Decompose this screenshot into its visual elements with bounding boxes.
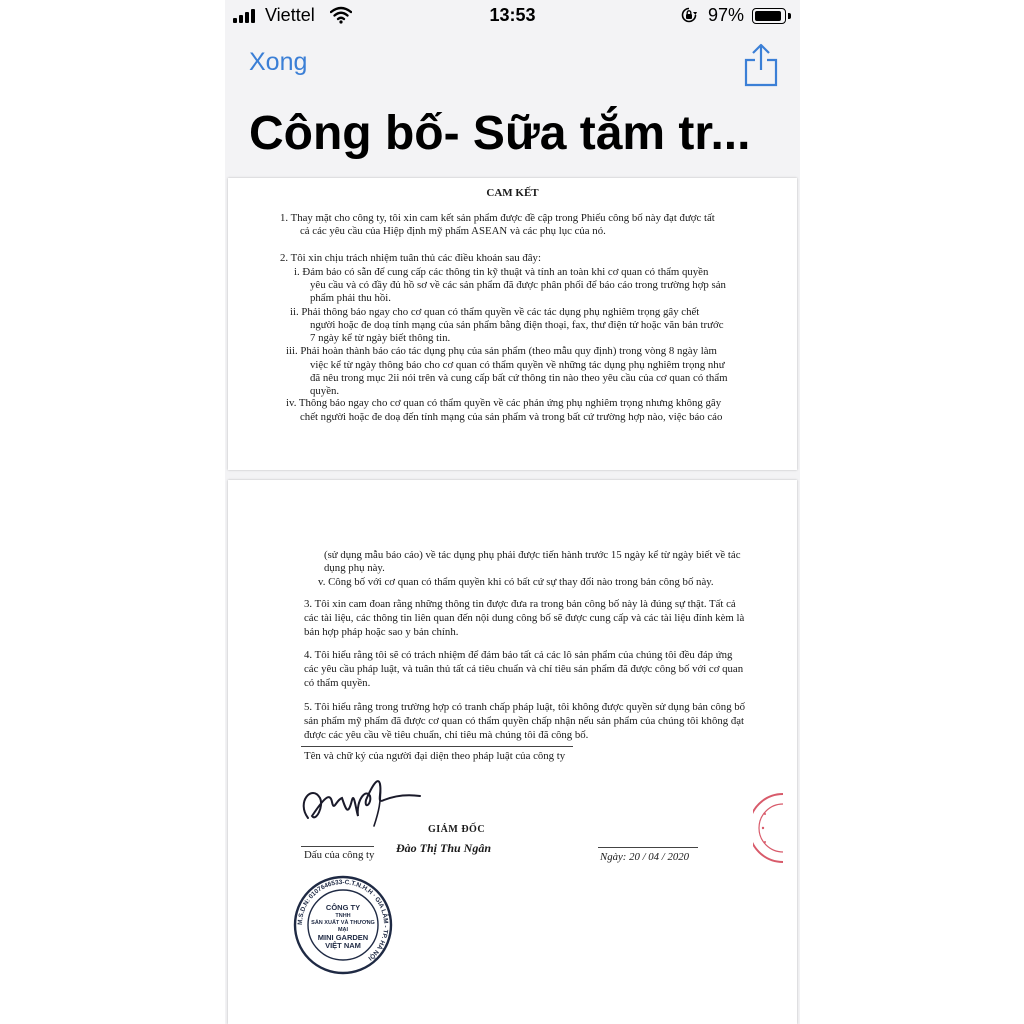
carrier-name: Viettel bbox=[265, 5, 315, 25]
battery-tip bbox=[788, 13, 791, 19]
doc-line: 7 ngày kể từ ngày biết thông tin. bbox=[310, 332, 451, 344]
doc-line: việc kể từ ngày thông báo cho cơ quan có thẩm quyền về những tác dụng phụ nghiêm trọng như bbox=[310, 359, 725, 371]
stamp-center-text bbox=[306, 904, 380, 951]
document-page-2[interactable] bbox=[228, 480, 797, 1024]
doc-line: có thẩm quyền. bbox=[304, 677, 371, 689]
doc-line: được các yêu cầu về tiêu chuẩn, chỉ tiêu mà chúng tôi đã công bố. bbox=[304, 729, 589, 741]
status-bar bbox=[225, 0, 800, 32]
doc-line: 1. Thay mặt cho công ty, tôi xin cam kết sản phẩm được đề cập trong Phiếu công bố này đạt được tất bbox=[280, 212, 715, 224]
director-name: Đào Thị Thu Ngân bbox=[396, 841, 492, 855]
representative-label: Tên và chữ ký của người đại diện theo pháp luật của công ty bbox=[304, 750, 566, 762]
doc-line: các tài liệu, các thông tin liên quan đến nội dung công bố sẽ được cung cấp và các tài liệu đính kèm là bbox=[304, 612, 745, 624]
doc-line: 4. Tôi hiểu rằng tôi sẽ có trách nhiệm để đảm bảo tất cả các lô sản phẩm của chúng tôi đều đáp ứng bbox=[304, 649, 733, 661]
doc-line: ii. Phải thông báo ngay cho cơ quan có thẩm quyền về các tác dụng phụ nghiêm trọng gây chết bbox=[290, 306, 700, 318]
date-line bbox=[598, 847, 698, 848]
doc-line: iii. Phải hoàn thành báo cáo tác dụng phụ của sản phẩm (theo mẫu quy định) trong vòng 8 ngày làm bbox=[286, 345, 717, 357]
done-button[interactable]: Xong bbox=[249, 48, 308, 76]
company-seal-label: Dấu của công ty bbox=[304, 849, 375, 861]
doc-line: 2. Tôi xin chịu trách nhiệm tuân thủ các điều khoản sau đây: bbox=[280, 252, 541, 264]
seal-line bbox=[301, 846, 374, 847]
stamp-line: TNHH bbox=[335, 912, 351, 919]
doc-line: bản hợp pháp hoặc sao y bản chính. bbox=[304, 626, 459, 638]
stamp-ring-text: M.S.D.N: 0107646533-C.T.N.H.H · GIA LÂM - TP. HÀ NỘI bbox=[296, 878, 390, 962]
red-seal-fragment bbox=[753, 790, 783, 865]
doc-line: 5. Tôi hiểu rằng trong trường hợp có tranh chấp pháp luật, tôi không được quyền sử dụng bản công bố bbox=[304, 701, 746, 713]
commitment-heading: CAM KẾT bbox=[486, 187, 539, 199]
battery-fill bbox=[755, 11, 781, 21]
phone-screen bbox=[225, 0, 800, 1024]
document-page-1[interactable] bbox=[228, 178, 797, 470]
doc-line: i. Đảm bảo có sẵn để cung cấp các thông tin kỹ thuật và tính an toàn khi cơ quan có thẩm quyền bbox=[294, 266, 709, 278]
document-title: Công bố- Sữa tắm tr... bbox=[249, 107, 751, 160]
doc-line: quyền. bbox=[310, 385, 340, 397]
doc-line: sản phẩm mỹ phẩm đã được cơ quan có thẩm quyền chấp nhận nếu sản phẩm của chúng tôi không đạt bbox=[304, 715, 745, 727]
stamp-line: VIỆT NAM bbox=[325, 941, 361, 950]
doc-line: chết người hoặc đe doạ đến tính mạng của sản phẩm và trong bất cứ trường hợp nào, việc báo cáo bbox=[300, 411, 723, 423]
doc-line: đã nêu trong mục 2ii nói trên và cung cấp bất cứ thông tin nào theo yêu cầu của cơ quan có thẩm bbox=[310, 372, 728, 384]
stamp-line: MINI GARDEN bbox=[317, 932, 369, 942]
doc-line: các yêu cầu pháp luật, và tuân thủ tất cả tiêu chuẩn và chỉ tiêu sản phẩm đã được công bố với cơ quan bbox=[304, 663, 744, 675]
share-icon[interactable] bbox=[743, 42, 779, 88]
rotation-lock-icon bbox=[681, 7, 697, 23]
battery-percent: 97% bbox=[708, 5, 745, 25]
battery-icon bbox=[752, 8, 786, 24]
director-signature bbox=[294, 770, 424, 830]
doc-line: 3. Tôi xin cam đoan rằng những thông tin được đưa ra trong bản công bố này là đúng sự thật. Tất cả bbox=[304, 598, 736, 610]
stamp-line: SẢN XUẤT VÀ THƯƠNG MẠI bbox=[311, 919, 375, 933]
stamp-line: CÔNG TY bbox=[325, 903, 361, 912]
doc-line: phẩm phải thu hồi. bbox=[310, 292, 391, 304]
director-title: GIÁM ĐỐC bbox=[428, 824, 486, 835]
signing-date: Ngày: 20 / 04 / 2020 bbox=[600, 851, 690, 863]
doc-line: cả các yêu cầu của Hiệp định mỹ phẩm ASEAN và các phụ lục của nó. bbox=[300, 225, 606, 237]
doc-line: người hoặc đe doạ tính mạng của sản phẩm bằng điện thoại, fax, thư điện tử hoặc văn bản trước bbox=[310, 319, 724, 331]
separator-line bbox=[301, 746, 573, 747]
doc-line: v. Công bố với cơ quan có thẩm quyền khi có bất cứ sự thay đổi nào trong bản công bố này. bbox=[318, 576, 714, 588]
doc-line: (sử dụng mẫu báo cáo) về tác dụng phụ phải được tiến hành trước 15 ngày kể từ ngày biết về tác bbox=[324, 549, 741, 561]
doc-line: dụng phụ này. bbox=[324, 562, 385, 574]
status-time: 13:53 bbox=[489, 5, 536, 25]
doc-line: yêu cầu và có đầy đủ hồ sơ về các sản phẩm đã được phân phối để báo cáo trong trường hợp sản bbox=[310, 279, 726, 291]
doc-line: iv. Thông báo ngay cho cơ quan có thẩm quyền về các phản ứng phụ nghiêm trọng nhưng không gây bbox=[286, 397, 722, 409]
